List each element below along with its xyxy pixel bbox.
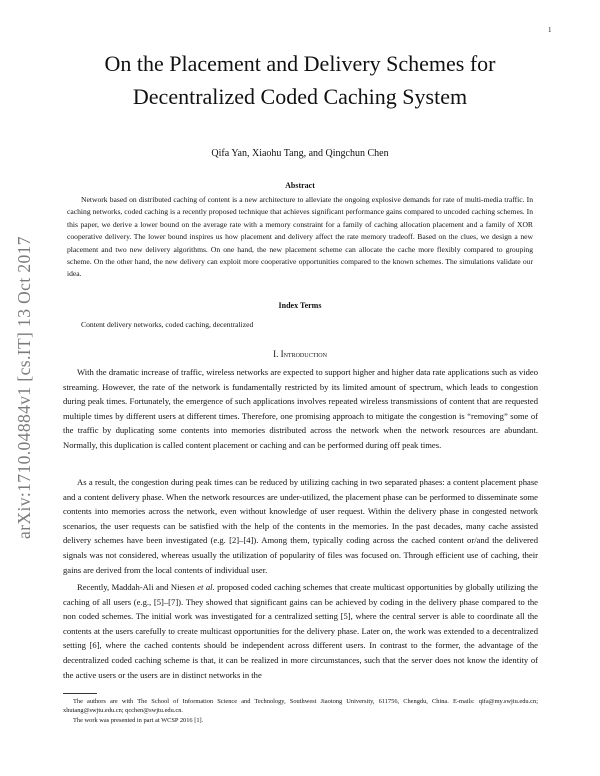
page-number: 1 [548, 26, 552, 34]
intro-paragraph-2: As a result, the congestion during peak times can be reduced by utilizing caching in two separated phases: a content placement phase and a content delivery phase. When the network resources are under-utilized, the placement phase can be performed to disseminate some contents into memories across the network, even without knowledge of user request. Within the delivery phase in congested network scenarios, the user requests can be satisfied with the help of the contents in the memories. In the past decades, many cache assisted delivery schemes have been investigated (e.g. [2]–[4]). Among them, typically coding across the cached content or/and the delivered signals was not considered, whereas usually the utilization of popularity of files was focused on. Through efficient use of caching, their gains are derived from the local contents of individual user. [63, 477, 538, 575]
p3-rest: proposed coded caching schemes that create multicast opportunities by globally utilizing the caching of all users (e.g., [5]–[7]). They showed that significant gains can be achieved by coding in the delivery phase compared to the non coded schemes. The initial work was investigated for a centralized setting [5], where the central server is able to coordinate all the contents at the users carefully to create multicast opportunities for the delivery phase. Later on, the work was extended to a decentralized setting [6], where the cached contents should be independent across different users. In contrast to the former, the advantage of the decentralized coded caching scheme is that, it can be realized in more circumstances, such that the server does not know the identity of the active users or the users are in distinct networks in the [63, 582, 538, 680]
intro-paragraph-3 [63, 580, 538, 682]
section-number: I. [273, 349, 279, 359]
index-terms-heading: Index Terms [278, 301, 322, 310]
title-line-2: Decentralized Coded Caching System [132, 84, 468, 109]
footnote-affiliation: The authors are with The School of Information Science and Technology, Southwest Jiaotong University, 611756, Chengdu, China. E-mails: qifa@my.swjtu.edu.cn; xhutang@swjtu.edu.cn; qcchen@swjtu.edu.cn. [63, 698, 538, 715]
authors: Qifa Yan, Xiaohu Tang, and Qingchun Chen [211, 148, 389, 159]
section-heading [0, 349, 600, 359]
title-line-1: On the Placement and Delivery Schemes for [104, 51, 496, 76]
arxiv-id: arXiv:1710.04884v1 [cs.IT] 13 Oct 2017 [13, 235, 34, 539]
intro-paragraph-1: With the dramatic increase of traffic, wireless networks are expected to support higher and higher data rate applications such as video streaming. However, the rate of the network is fundamentally restricted by its limited amount of spectrum, which leads to congestion during peak times. Fortunately, the emergence of such applications involves repeated wireless transmissions of content that are requested multiple times by different users at different times. Therefore, one promising approach to mitigate the congestion is “removing” some of the traffic by duplicating some contents into memories distributed across the network when the network resources are abundant. Normally, this duplication is called content placement or caching and can be performed during off peak times. [63, 367, 538, 450]
arxiv-watermark [9, 212, 39, 562]
p3-etal: et al. [197, 582, 215, 592]
index-terms-text: Content delivery networks, coded caching, decentralized [81, 320, 254, 329]
footnote-presented: The work was presented in part at WCSP 2016 [1]. [73, 717, 204, 724]
paper-title [0, 47, 600, 113]
abstract-heading: Abstract [285, 181, 315, 190]
p3-start: Recently, Maddah-Ali and Niesen [77, 582, 198, 592]
abstract-text: Network based on distributed caching of content is a new architecture to alleviate the ongoing explosive demands for rate of multi-media traffic. In caching networks, coded caching is a recently proposed technique that achieves significant performance gains compared to uncoded caching schemes. In this paper, we derive a lower bound on the average rate with a memory constraint for a family of caching allocation placement and a family of XOR cooperative delivery. The lower bound inspires us how placement and delivery affect the rate memory tradeoff. Based on the clues, we design a new placement and two new delivery algorithms. On one hand, the new placement scheme can allocate the cache more flexibly compared to grouping scheme. On the other hand, the new delivery can exploit more cooperative opportunities compared to the known schemes. The simulations validate our idea. [67, 195, 533, 279]
section-title: Introduction [280, 349, 327, 359]
footnote-rule [63, 693, 97, 694]
